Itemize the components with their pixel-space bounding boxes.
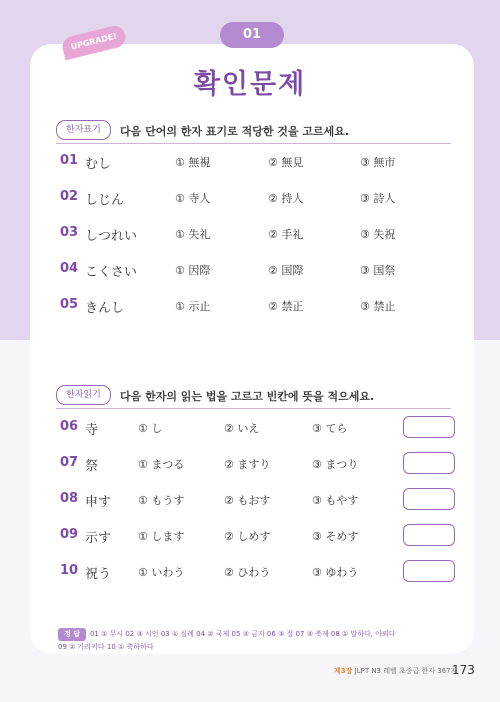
option-2[interactable]: ② ますり — [224, 458, 271, 471]
option-2[interactable]: ② 禁正 — [268, 300, 304, 313]
question-word: しつれい — [85, 229, 138, 244]
page-number: 173 — [452, 663, 475, 677]
answer-input-box[interactable] — [403, 488, 455, 510]
option-2[interactable]: ② 国際 — [268, 264, 304, 277]
option-1[interactable]: ① 失礼 — [175, 228, 211, 241]
question-word: 寺 — [85, 423, 99, 438]
section1-instruction: 다음 단어의 한자 표기로 적당한 것을 고르세요. — [120, 125, 350, 138]
question-number: 06 — [60, 419, 79, 434]
option-1[interactable]: ① し — [138, 422, 163, 435]
question-row — [0, 452, 500, 476]
option-2[interactable]: ② しめす — [224, 530, 271, 543]
option-3[interactable]: ③ 詩人 — [360, 192, 396, 205]
answer-key — [58, 628, 454, 654]
question-row — [0, 416, 500, 440]
question-word: こくさい — [85, 265, 138, 280]
question-row — [0, 488, 500, 512]
question-row — [0, 560, 500, 584]
option-1[interactable]: ① いわう — [138, 566, 185, 579]
option-2[interactable]: ② 無見 — [268, 156, 304, 169]
answer-input-box[interactable] — [403, 560, 455, 582]
option-3[interactable]: ③ まつり — [312, 458, 359, 471]
option-2[interactable]: ② もおす — [224, 494, 271, 507]
section1-divider — [56, 143, 451, 144]
question-number: 09 — [60, 527, 79, 542]
option-3[interactable]: ③ そめす — [312, 530, 359, 543]
question-number: 02 — [60, 189, 79, 204]
page-title: 확인문제 — [193, 69, 307, 100]
option-3[interactable]: ③ 禁止 — [360, 300, 396, 313]
question-row — [0, 294, 500, 318]
page-footer — [334, 666, 457, 676]
question-number: 08 — [60, 491, 79, 506]
option-3[interactable]: ③ もやす — [312, 494, 359, 507]
option-1[interactable]: ① 示止 — [175, 300, 211, 313]
upgrade-badge: UPGRADE! — [60, 24, 127, 61]
section2-divider — [56, 408, 451, 409]
option-1[interactable]: ① もうす — [138, 494, 185, 507]
section2-tag: 한자읽기 — [56, 385, 111, 405]
question-number: 04 — [60, 261, 79, 276]
option-2[interactable]: ② ひわう — [224, 566, 271, 579]
question-number: 05 — [60, 297, 79, 312]
chapter-label: 제3장 — [334, 667, 353, 675]
question-row — [0, 258, 500, 282]
option-3[interactable]: ③ 無市 — [360, 156, 396, 169]
question-row — [0, 150, 500, 174]
answer-key-line-2: 09 ② 가리키다 10 ① 축하하다 — [58, 643, 154, 651]
answer-key-line-1: 01 ① 무시 02 ③ 시인 03 ① 실례 04 ② 국제 05 ③ 금지 06 ③ 절 07 ③ 축제 08 ① 말하다, 아뢰다 — [89, 630, 396, 638]
option-1[interactable]: ① 因際 — [175, 264, 211, 277]
question-number: 01 — [60, 153, 79, 168]
question-number: 10 — [60, 563, 79, 578]
option-3[interactable]: ③ てら — [312, 422, 348, 435]
option-3[interactable]: ③ 国祭 — [360, 264, 396, 277]
question-word: 祭 — [85, 459, 99, 474]
lesson-number-badge: 01 — [220, 22, 284, 48]
question-word: きんし — [85, 301, 125, 316]
option-2[interactable]: ② 手礼 — [268, 228, 304, 241]
question-word: しじん — [85, 193, 125, 208]
section2-instruction: 다음 한자의 읽는 법을 고르고 빈칸에 뜻을 적으세요. — [120, 390, 375, 403]
option-3[interactable]: ③ 失祝 — [360, 228, 396, 241]
question-row — [0, 524, 500, 548]
option-1[interactable]: ① 寺人 — [175, 192, 211, 205]
question-word: 申す — [85, 495, 112, 510]
answer-input-box[interactable] — [403, 452, 455, 474]
question-row — [0, 222, 500, 246]
question-word: 祝う — [85, 567, 112, 582]
question-number: 03 — [60, 225, 79, 240]
option-1[interactable]: ① します — [138, 530, 185, 543]
section1-tag: 한자표기 — [56, 120, 111, 140]
answer-key-label: 정 답 — [58, 628, 86, 641]
option-1[interactable]: ① 無視 — [175, 156, 211, 169]
option-2[interactable]: ② いえ — [224, 422, 260, 435]
question-word: むし — [85, 157, 112, 172]
answer-input-box[interactable] — [403, 524, 455, 546]
option-3[interactable]: ③ ゆわう — [312, 566, 359, 579]
option-2[interactable]: ② 持人 — [268, 192, 304, 205]
option-1[interactable]: ① まつる — [138, 458, 185, 471]
book-title: JLPT N3 레벨 초중급 한자 367자 — [352, 667, 458, 675]
question-word: 示す — [85, 531, 112, 546]
answer-input-box[interactable] — [403, 416, 455, 438]
question-row — [0, 186, 500, 210]
question-number: 07 — [60, 455, 79, 470]
